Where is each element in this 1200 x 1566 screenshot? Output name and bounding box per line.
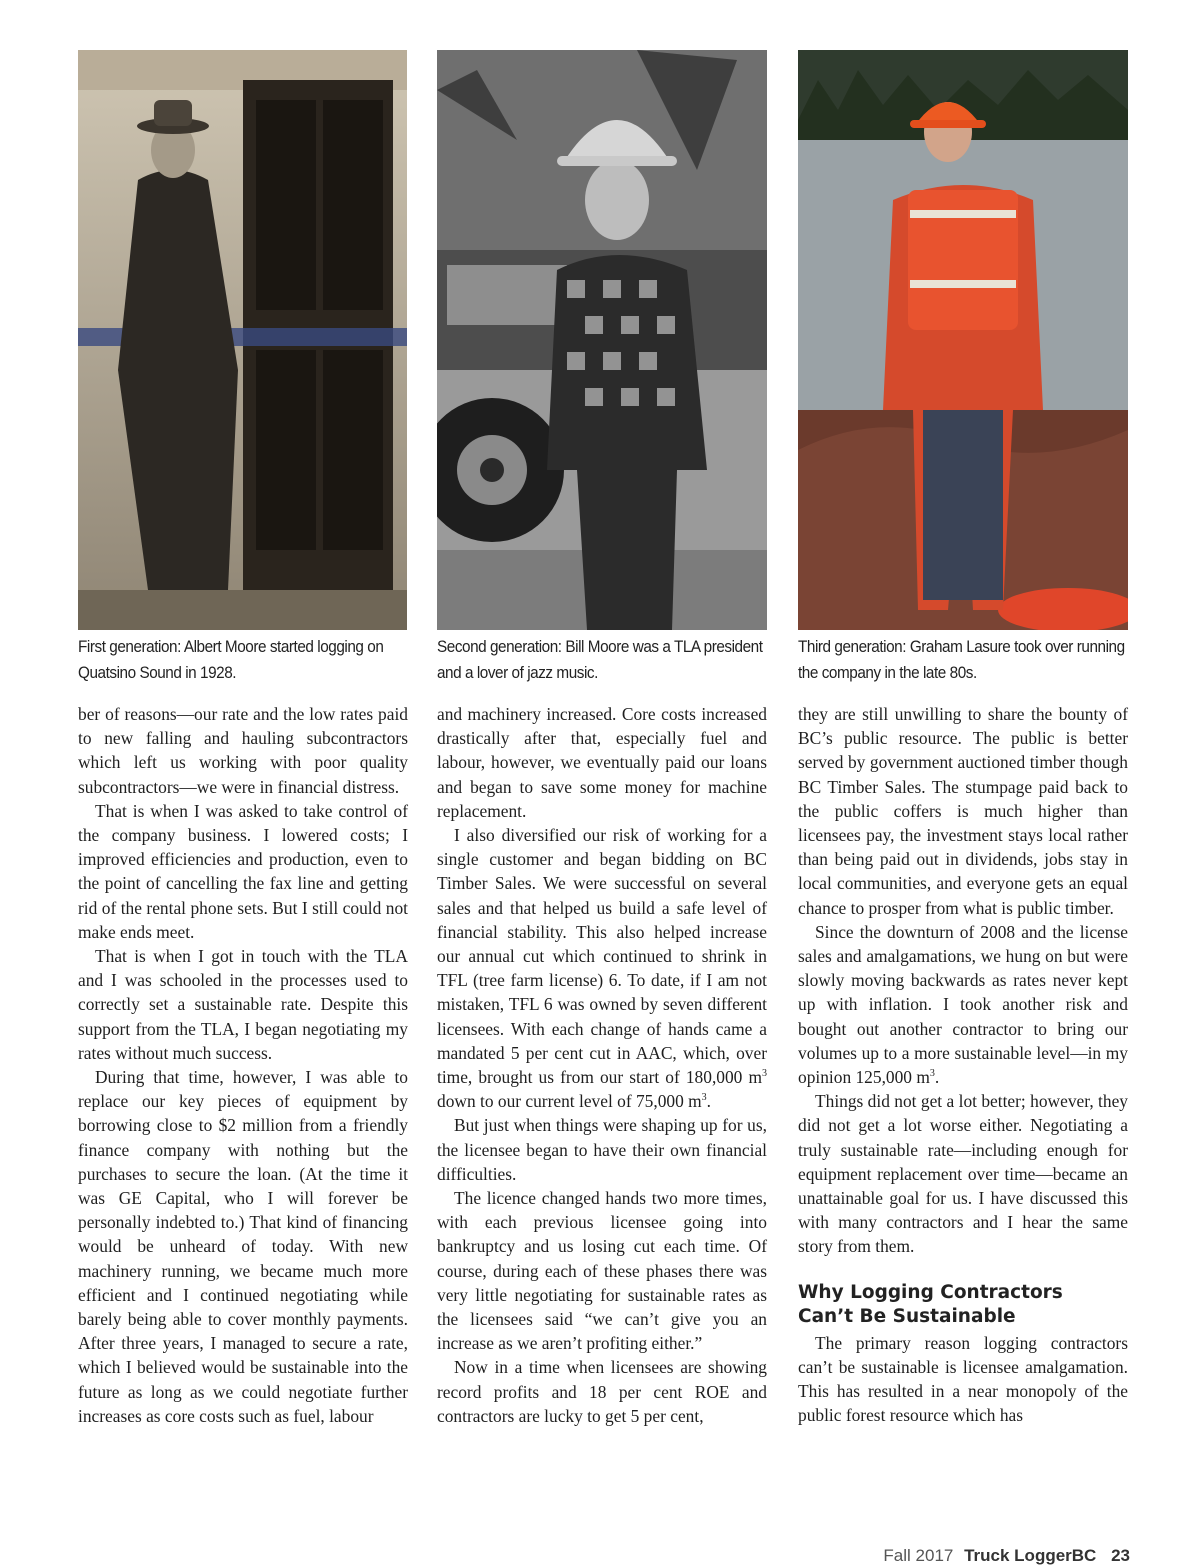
- photo-albert-moore: [78, 50, 407, 630]
- photo-caption-2: Second generation: Bill Moore was a TLA president and a lover of jazz music.: [437, 637, 763, 682]
- paragraph: and machinery increased. Core costs increased drastically after that, especially fuel and labour, however, we eventually paid our loans and began to save some money for machine replacement.: [437, 704, 767, 821]
- paragraph: That is when I was asked to take control of the company business. I lowered costs; I improved efficiencies and production, even to the point of cancelling the fax line and getting rid of the rental phone sets. But I still could not make ends meet.: [78, 800, 408, 942]
- paragraph-text: .: [934, 1067, 940, 1088]
- article-column-1: [78, 702, 408, 1428]
- photo-caption-1: First generation: Albert Moore started logging on Quatsino Sound in 1928.: [78, 637, 384, 682]
- paragraph-text: I also diversified our risk of working for a single customer and began bidding on BC Timber Sales. We were successful on several sales and that helped us build a safe level of financial stability. This also helped increase our annual cut which continued to shrink in TFL (tree farm license) 6. To date, if I am not mistaken, TFL 6 was owned by seven different licensees. With each change of hands came a mandated 5 per cent cut in AAC, which, over time, brought us from our start of 180,000 m: [437, 825, 767, 1088]
- paragraph-text: down to our current level of 75,000 m: [437, 1091, 702, 1112]
- page-footer: [883, 1546, 1130, 1566]
- section-heading-line: Why Logging Contractors: [798, 1281, 1063, 1303]
- paragraph: The licence changed hands two more times, with each previous licensee going into bankruptcy and us losing cut each time. Of course, during each of these phases there was very little negotiating for sustainable rates as the licensees said “we can’t give you an increase as we aren’t profiting either.”: [437, 1188, 767, 1354]
- superscript: 3: [929, 1068, 935, 1080]
- paragraph: During that time, however, I was able to replace our key pieces of equipment by borrowing close to $2 million from a friendly finance company with nothing but the purchases to secure the loan. (At the time it was GE Capital, who I will forever be personally indebted to.) That kind of financing would be unheard of today. With new machinery running, we became much more efficient and I continued negotiating while barely being able to cover monthly payments. After three years, I managed to secure a rate, which I believed would be sustainable into the future as long as we could negotiate further increases as core costs such as fuel, labour: [78, 1067, 408, 1426]
- section-heading: [798, 1281, 1128, 1329]
- paragraph: But just when things were shaping up for us, the licensee began to have their own financial difficulties.: [437, 1115, 767, 1184]
- magazine-title: Truck LoggerBC: [964, 1546, 1097, 1565]
- paragraph: [798, 920, 1128, 1089]
- paragraph: Things did not get a lot better; however, they did not get a lot worse either. Negotiating a truly sustainable rate—including enough for equipment replacement over time—became an unattainable goal for us. I have discussed this with many contractors and I hear the same story from them.: [798, 1091, 1128, 1257]
- paragraph: That is when I got in touch with the TLA and I was schooled in the processes used to correctly set a sustainable rate. Despite this support from the TLA, I began negotiating my rates without much success.: [78, 946, 408, 1063]
- article-column-3: [798, 702, 1128, 1427]
- photo-caption-3: Third generation: Graham Lasure took over running the company in the late 80s.: [798, 637, 1125, 682]
- photo-bill-moore: [437, 50, 767, 630]
- paragraph: they are still unwilling to share the bounty of BC’s public resource. The public is better served by government auctioned timber though BC Timber Sales. The stumpage paid back to the public coffers is much higher than licensees pay, the investment stays local rather than being paid out in dividends, jobs stay in local communities, and everyone gets an equal chance to prosper from what is public timber.: [798, 704, 1128, 918]
- page-number: 23: [1111, 1546, 1130, 1565]
- paragraph: Now in a time when licensees are showing record profits and 18 per cent ROE and contractors are lucky to get 5 per cent,: [437, 1357, 767, 1426]
- paragraph: The primary reason logging contractors can’t be sustainable is licensee amalgamation. This has resulted in a near monopoly of the public forest resource which has: [798, 1332, 1128, 1426]
- section-heading-line: Can’t Be Sustainable: [798, 1305, 1016, 1327]
- photo-graham-lasure: [798, 50, 1128, 630]
- superscript: 3: [762, 1068, 767, 1080]
- paragraph-text: Since the downturn of 2008 and the license sales and amalgamations, we hung on but were slowly moving backwards as rates never kept up with inflation. I took another risk and bought out another contractor to bring our volumes up to a more sustainable level—in my opinion 125,000 m: [798, 921, 1128, 1088]
- paragraph: ber of reasons—our rate and the low rates paid to new falling and hauling subcontractors which left us working with poor quality subcontractors—we were in financial distress.: [78, 704, 408, 797]
- superscript: 3: [701, 1092, 707, 1104]
- article-column-2: [437, 702, 767, 1428]
- paragraph: [437, 823, 767, 1113]
- paragraph-text: .: [706, 1091, 712, 1112]
- issue-date: Fall 2017: [883, 1546, 954, 1565]
